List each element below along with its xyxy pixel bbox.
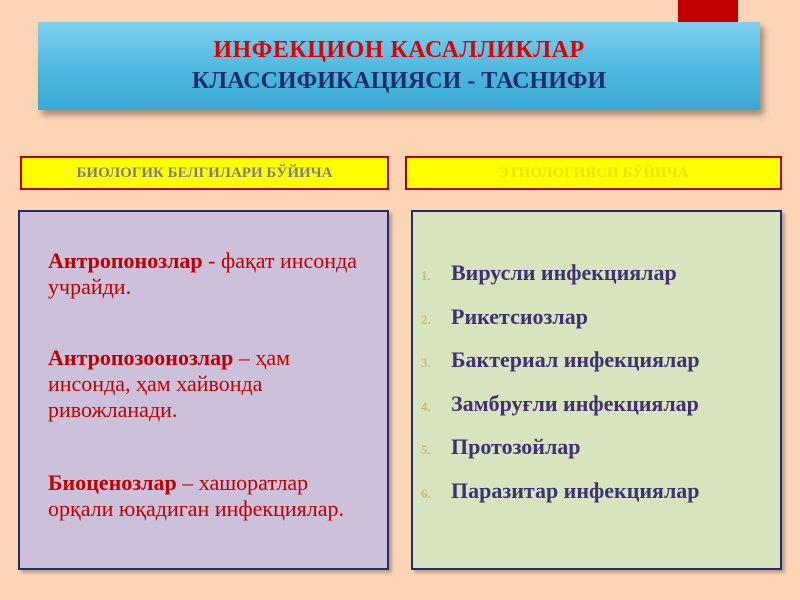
- list-item-description: – хашоратлар орқали юқадиган инфекциялар.: [48, 470, 344, 521]
- list-item: [421, 304, 781, 330]
- list-item-number: 3.: [421, 355, 431, 370]
- list-item: [421, 434, 781, 460]
- list-item: [34, 248, 378, 300]
- list-item-text: Рикетсиозлар: [451, 304, 588, 329]
- list-item-number: 4.: [421, 399, 431, 414]
- list-item-number: 2.: [34, 354, 43, 368]
- list-item: [34, 470, 378, 522]
- list-item-number: 3.: [34, 479, 43, 493]
- list-item-number: 1.: [421, 268, 431, 283]
- biological-classification-panel: [18, 210, 389, 570]
- list-item: [421, 347, 781, 373]
- corner-accent: [678, 0, 738, 22]
- title-line-2: КЛАССИФИКАЦИЯСИ - ТАСНИФИ: [191, 68, 607, 94]
- list-item-description: - фақат инсонда учрайди.: [48, 248, 358, 299]
- right-category-label: ЭТИОЛОГИЯСИ БЎЙИЧА: [405, 156, 782, 190]
- list-item-text: Замбруғли инфекциялар: [451, 391, 699, 416]
- list-item-text: Протозойлар: [451, 434, 581, 459]
- title-line-1: ИНФЕКЦИОН КАСАЛЛИКЛАР: [213, 37, 585, 63]
- list-item-term: Антропозоонозлар: [48, 345, 234, 370]
- etiology-classification-panel: [411, 210, 782, 570]
- title-banner: [38, 22, 760, 110]
- list-item: [421, 478, 781, 504]
- list-item-term: Антропонозлар: [48, 248, 203, 273]
- list-item-number: 5.: [421, 442, 431, 457]
- list-item-number: 2.: [421, 312, 431, 327]
- list-item-number: 6.: [421, 486, 431, 501]
- list-item: [421, 391, 781, 417]
- list-item-description: – ҳам инсонда, ҳам хайвонда ривожланади.: [48, 345, 291, 422]
- list-item-text: Бактериал инфекциялар: [451, 347, 700, 372]
- list-item-text: Паразитар инфекциялар: [451, 478, 700, 503]
- left-category-label: БИОЛОГИК БЕЛГИЛАРИ БЎЙИЧА: [20, 156, 389, 190]
- list-item-term: Биоценозлар: [48, 470, 177, 495]
- list-item-number: 1.: [34, 257, 43, 271]
- list-item: [34, 345, 378, 423]
- list-item: [421, 260, 781, 286]
- list-item-text: Вирусли инфекциялар: [451, 260, 677, 285]
